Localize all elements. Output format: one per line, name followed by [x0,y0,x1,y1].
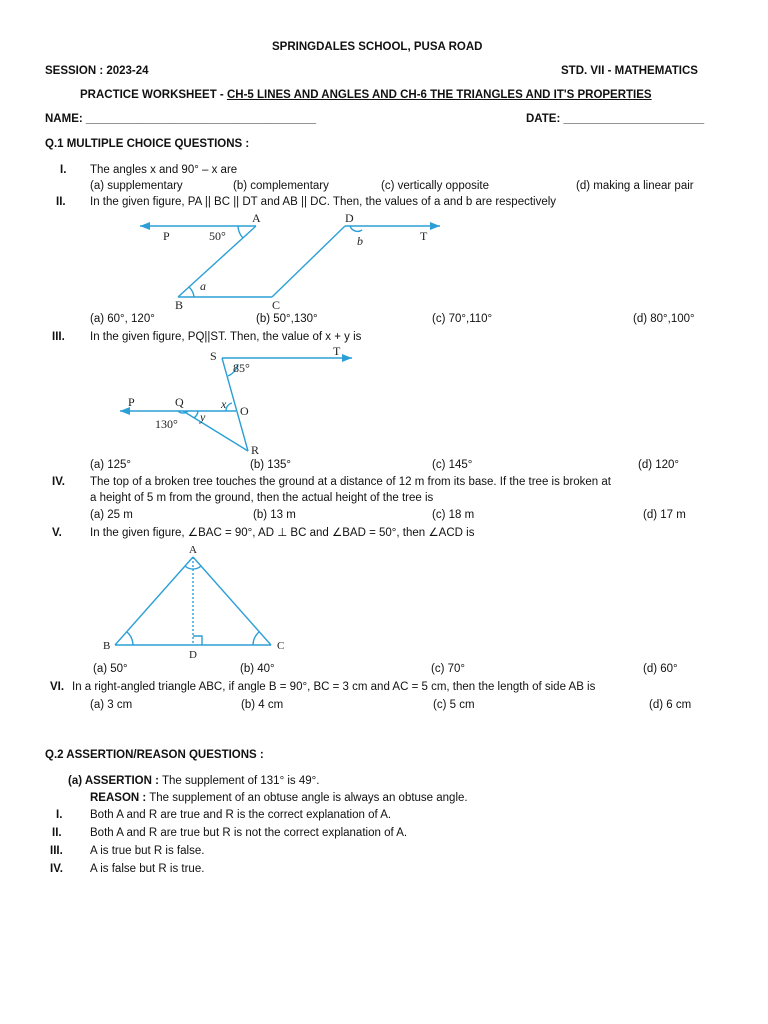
school-name: SPRINGDALES SCHOOL, PUSA ROAD [272,41,483,53]
option-a: (a) supplementary [90,180,183,192]
option-b: (b) 50°,130° [256,313,318,325]
question-text-continued: a height of 5 m from the ground, then the actual height of the tree is [90,492,434,504]
label-s: S [210,349,217,363]
ar-option-text: A is true but R is false. [90,845,205,857]
label-a-point: A [252,211,261,225]
option-c: (c) 18 m [432,509,475,521]
label-o: O [240,404,249,418]
question-number: I. [60,164,67,176]
reason-label: REASON : [90,792,147,804]
label-t: T [420,229,428,243]
ar-option-text: A is false but R is true. [90,863,205,875]
question-text: The top of a broken tree touches the ground at a distance of 12 m from its base. If the tree is broken at [90,476,611,488]
option-d: (d) making a linear pair [576,180,694,192]
reason-text: The supplement of an obtuse angle is always an obtuse angle. [146,792,468,804]
option-b: (b) 135° [250,459,292,471]
option-a: (a) 3 cm [90,699,133,711]
question-text: In the given figure, PA || BC || DT and AB || DC. Then, the values of a and b are respectively [90,196,557,208]
q1-heading: Q.1 MULTIPLE CHOICE QUESTIONS : [45,138,250,150]
label-d: D [345,211,354,225]
label-b-point: B [103,640,111,652]
name-field: NAME: ____________________________________ [45,113,317,125]
option-a: (a) 60°, 120° [90,313,155,325]
session: SESSION : 2023-24 [45,65,149,77]
label-b-angle: b [357,234,363,248]
option-d: (d) 17 m [643,509,686,521]
option-b: (b) complementary [233,180,329,192]
q2-heading: Q.2 ASSERTION/REASON QUESTIONS : [45,749,264,761]
assertion-label: (a) ASSERTION : [68,775,159,787]
question-number: III. [52,331,65,343]
question-text: In the given figure, PQ||ST. Then, the value of x + y is [90,331,362,343]
assertion-line [68,774,319,788]
option-b: (b) 13 m [253,509,296,521]
option-a: (a) 50° [93,663,128,675]
label-r: R [251,443,260,457]
option-a: (a) 25 m [90,509,133,521]
label-p: P [163,229,170,243]
worksheet-chapters: CH-5 LINES AND ANGLES AND CH-6 THE TRIANGLES AND IT'S PROPERTIES [226,89,652,101]
label-x: x [221,397,227,411]
ar-option-number: I. [56,809,63,821]
option-a: (a) 125° [90,459,132,471]
question-text: The angles x and 90° – x are [90,164,238,176]
option-d: (d) 6 cm [649,699,692,711]
label-85: 85° [233,361,250,375]
ar-option-text: Both A and R are true and R is the correct explanation of A. [90,809,392,821]
assertion-text: The supplement of 131° is 49°. [158,775,320,787]
label-y: y [200,410,206,424]
option-c: (c) vertically opposite [381,180,490,192]
label-a-angle: a [200,279,206,293]
option-d: (d) 120° [638,459,680,471]
label-130: 130° [155,417,178,431]
option-c: (c) 145° [432,459,473,471]
ar-option-number: II. [52,827,62,839]
label-b-point: B [175,298,184,312]
question-number: V. [52,527,62,539]
label-c-point: C [272,298,281,312]
question-number: VI. [50,681,65,693]
label-p: P [128,395,135,409]
option-c: (c) 5 cm [433,699,475,711]
option-d: (d) 60° [643,663,678,675]
option-b: (b) 40° [240,663,275,675]
label-c-point: C [277,640,285,652]
date-field: DATE: ______________________ [526,113,705,125]
reason-line [90,791,468,805]
standard: STD. VII - MATHEMATICS [561,65,698,77]
option-b: (b) 4 cm [241,699,284,711]
option-c: (c) 70° [431,663,465,675]
question-number: II. [56,196,66,208]
label-q: Q [175,395,184,409]
question-number: IV. [52,476,66,488]
label-d-point: D [189,649,197,661]
ar-option-number: IV. [50,863,64,875]
label-t: T [333,344,341,358]
ar-option-text: Both A and R are true but R is not the correct explanation of A. [90,827,408,839]
option-d: (d) 80°,100° [633,313,695,325]
question-text: In a right-angled triangle ABC, if angle B = 90°, BC = 3 cm and AC = 5 cm, then the length of side AB is [72,681,596,693]
question-text: In the given figure, ∠BAC = 90°, AD ⊥ BC and ∠BAD = 50°, then ∠ACD is [90,527,475,539]
option-c: (c) 70°,110° [432,313,493,325]
label-50: 50° [209,229,226,243]
ar-option-number: III. [50,845,63,857]
worksheet-prefix: PRACTICE WORKSHEET - [80,89,227,101]
label-a-point: A [189,544,197,556]
